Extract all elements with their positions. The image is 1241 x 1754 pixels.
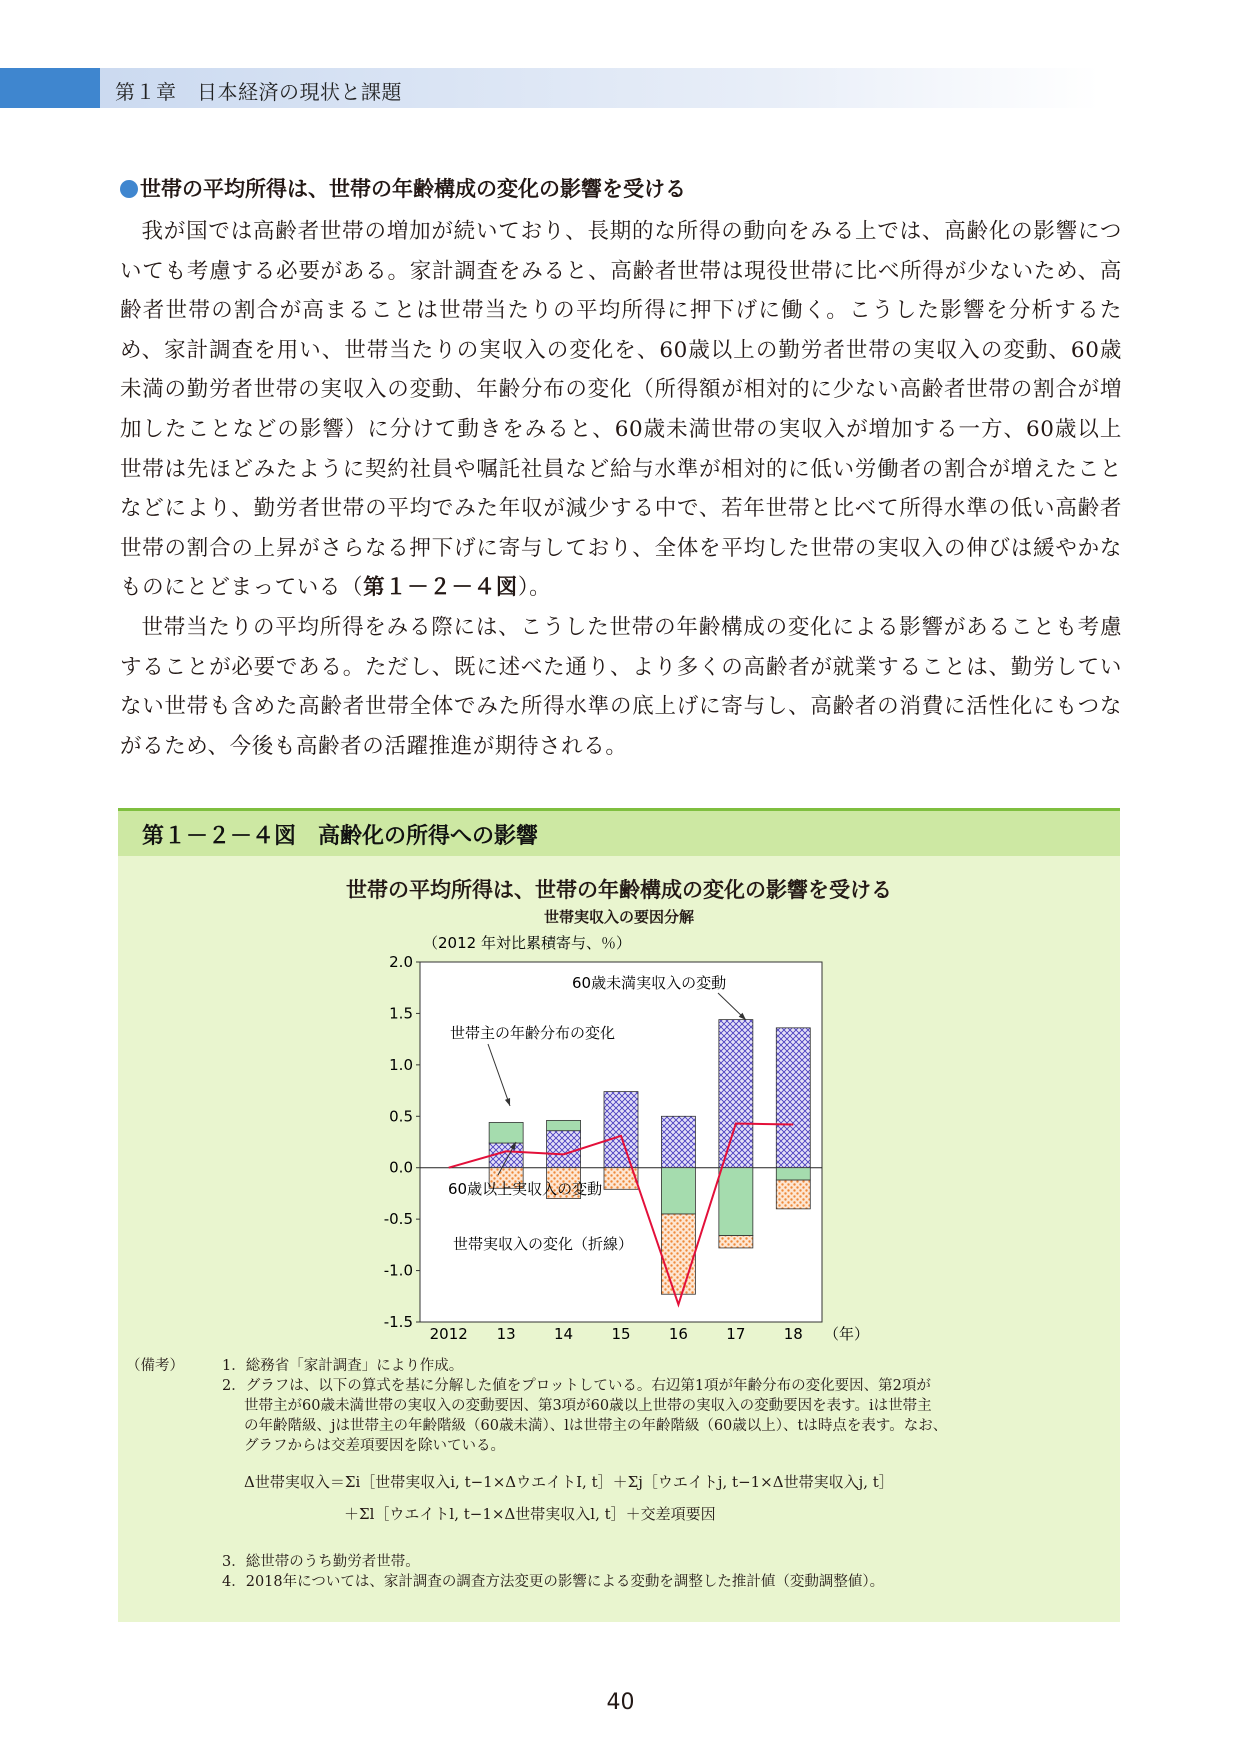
bar-under60 — [661, 1116, 695, 1167]
x-tick-label: 15 — [611, 1325, 631, 1343]
page-number: 40 — [606, 1690, 635, 1715]
paragraph-1-text: 我が国では高齢者世帯の増加が続いており、長期的な所得の動向をみる上では、高齢化の影響についても考慮する必要がある。家計調査をみると、高齢者世帯は現役世帯に比べ所得が少ないため、高齢者世帯の割合が高まることは世帯当たりの平均所得に押下げに働く。こうした影響を分析するため、家計調査を用い、世帯当たりの実収入の変化を、60歳以上の勤労者世帯の実収入の変動、60歳未満の勤労者世帯の実収入の変動、年齢分布の変化（所得額が相対的に少ない高齢者世帯の割合が増加したことなどの影響）に分けて動きをみると、60歳未満世帯の実収入が増加する一方、60歳以上世帯は先ほどみたように契約社員や嘱託社員など給与水準が相対的に低い労働者の割合が増えたことなどにより、勤労者世帯の平均でみた年収が減少する中で、若年世帯と比べて所得水準の低い高齢者世帯の割合の上昇がさらなる押下げに寄与しており、全体を平均した世帯の実収入の伸びは緩やかなものにとどまっている（ — [120, 219, 1122, 601]
chapter-title: 第１章 日本経済の現状と課題 — [115, 80, 402, 104]
y-tick-label: 1.5 — [389, 1004, 413, 1023]
bar-under60 — [719, 1020, 753, 1168]
note-2-line-3: の年齢階級、jは世帯主の年齢階級（60歳未満）、lは世帯主の年齢階級（60歳以上）、tは時点を表す。なお、 — [244, 1418, 948, 1434]
bar-age-distribution — [776, 1168, 810, 1180]
section-heading — [120, 173, 686, 203]
y-tick-label: 0.0 — [389, 1158, 413, 1177]
annotation-age-distribution: 世帯主の年齢分布の変化 — [450, 1024, 616, 1042]
y-tick-label: -1.5 — [383, 1313, 413, 1331]
note-2-line-1: 2．グラフは、以下の算式を基に分解した値をプロットしている。右辺第1項が年齢分布の変化要因、第2項が — [222, 1378, 931, 1394]
chart-title: 世帯実収入の要因分解 — [543, 908, 694, 926]
note-2-line-4: グラフからは交差項要因を除いている。 — [244, 1438, 505, 1454]
paragraph-2: 世帯当たりの平均所得をみる際には、こうした世帯の年齢構成の変化による影響があることも考慮することが必要である。ただし、既に述べた通り、より多くの高齢者が就業することは、勤労していない世帯も含めた高齢者世帯全体でみた所得水準の底上げに寄与し、高齢者の消費に活性化にもつながるため、今後も高齢者の活躍推進が期待される。 — [120, 614, 1122, 759]
note-3: 3．総世帯のうち勤労者世帯。 — [222, 1554, 420, 1570]
x-axis-unit: （年） — [824, 1325, 870, 1343]
note-2-line-2: 世帯主が60歳未満世帯の実収入の変動要因、第3項が60歳以上世帯の実収入の変動要因を表す。iは世帯主 — [244, 1398, 932, 1414]
x-tick-label: 17 — [726, 1325, 746, 1343]
figure-headline: 世帯の平均所得は、世帯の年齢構成の変化の影響を受ける — [346, 878, 892, 902]
chart-area — [118, 808, 1120, 1368]
bar-under60 — [547, 1131, 581, 1168]
y-tick-label: 2.0 — [389, 953, 413, 971]
bar-age-distribution — [547, 1120, 581, 1130]
figure-label: 第１－２－４図 高齢化の所得への影響 — [142, 824, 539, 849]
chapter-tab-accent — [0, 68, 100, 108]
bullet-dot-icon — [120, 180, 138, 198]
bar-age-distribution — [489, 1122, 523, 1143]
y-tick-label: -1.0 — [383, 1261, 413, 1280]
section-heading-text: 世帯の平均所得は、世帯の年齢構成の変化の影響を受ける — [140, 177, 686, 201]
bar-age-distribution — [661, 1168, 695, 1214]
annotation-total-line: 世帯実収入の変化（折線） — [453, 1235, 634, 1253]
paragraph-1 — [120, 212, 1122, 608]
formula-line-2: ＋Σl［ウエイトl, t−1×Δ世帯実収入l, t］＋交差項要因 — [344, 1505, 716, 1523]
x-tick-label: 18 — [783, 1325, 803, 1343]
figure-reference: 第１－２－４図 — [363, 575, 518, 601]
note-1: 1．総務省「家計調査」により作成。 — [222, 1358, 464, 1374]
x-tick-label: 13 — [496, 1325, 516, 1343]
bar-over60 — [719, 1236, 753, 1248]
x-tick-label: 2012 — [429, 1325, 468, 1343]
annotation-over60: 60歳以上実収入の変動 — [448, 1180, 603, 1198]
bar-under60 — [604, 1092, 638, 1168]
note-4: 4．2018年については、家計調査の調査方法変更の影響による変動を調整した推計値（変動調整値）。 — [222, 1574, 885, 1590]
body-text — [120, 212, 1122, 766]
formula-line-1: Δ世帯実収入＝Σi［世帯実収入i, t−1×ΔウエイトI, t］＋Σj［ウエイトj, t−1×Δ世帯実収入j, t］ — [244, 1473, 894, 1491]
x-tick-label: 14 — [554, 1325, 574, 1343]
chapter-header — [0, 68, 1100, 108]
x-tick-label: 16 — [668, 1325, 688, 1343]
bar-under60 — [776, 1028, 810, 1168]
bar-over60 — [776, 1180, 810, 1209]
y-tick-label: 0.5 — [389, 1107, 413, 1126]
annotation-under60: 60歳未満実収入の変動 — [572, 974, 727, 992]
notes-label: （備考） — [126, 1358, 184, 1374]
y-axis-unit-label: （2012 年対比累積寄与、％） — [423, 934, 631, 952]
y-tick-label: 1.0 — [389, 1055, 413, 1074]
paragraph-1-end: ）。 — [517, 575, 552, 601]
bar-over60 — [661, 1214, 695, 1294]
figure-box — [118, 808, 1120, 1622]
bar-age-distribution — [719, 1168, 753, 1236]
y-tick-label: -0.5 — [383, 1210, 413, 1229]
